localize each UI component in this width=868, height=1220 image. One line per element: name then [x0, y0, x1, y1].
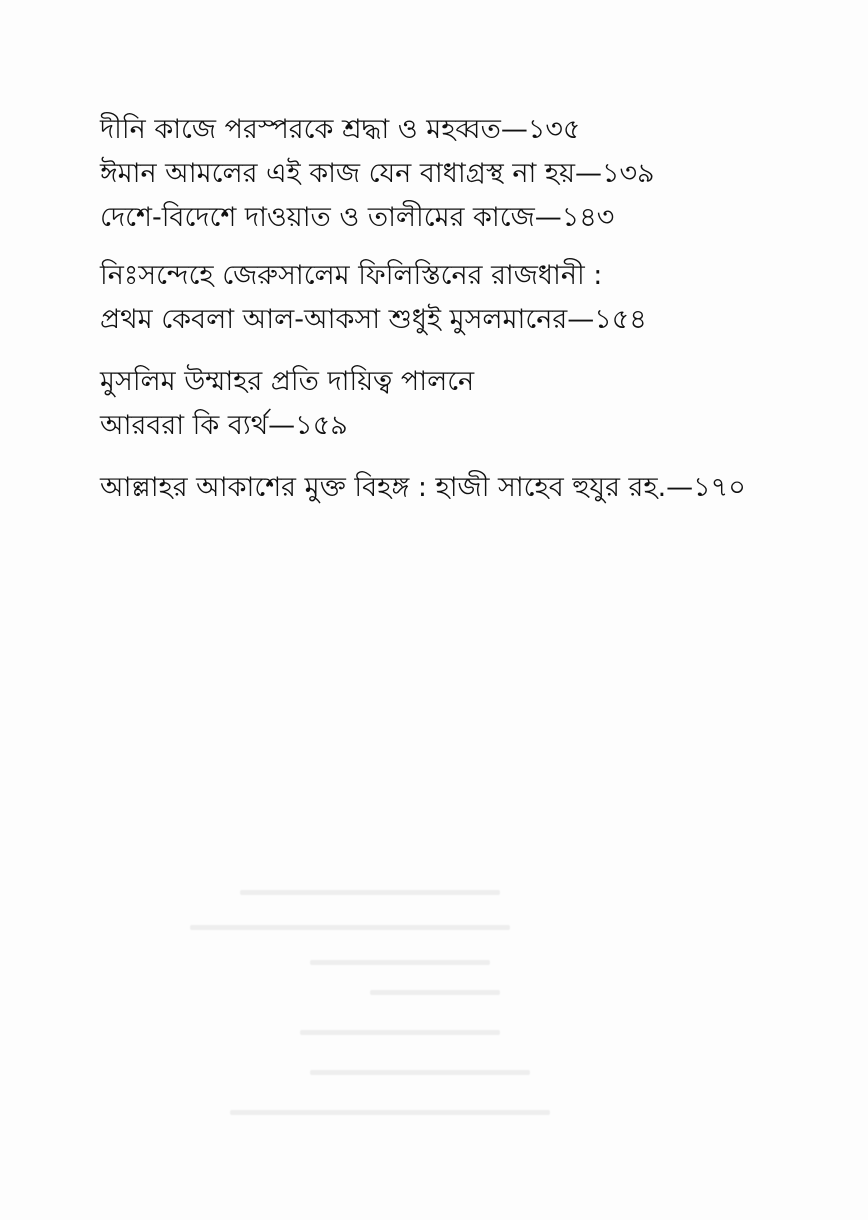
entry-spacer [100, 342, 800, 360]
toc-entry-line: নিঃসন্দেহে জেরুসালেম ফিলিস্তিনের রাজধানী : [100, 260, 603, 291]
toc-entry-line: প্রথম কেবলা আল-আকসা শুধুই মুসলমানের—১৫৪ [100, 304, 647, 335]
toc-entry [100, 196, 800, 240]
toc-entry-line: আরবরা কি ব্যর্থ—১৫৯ [100, 410, 348, 441]
entry-spacer [100, 240, 800, 254]
toc-entry [100, 152, 800, 196]
toc-entry-line: দেশে-বিদেশে দাওয়াত ও তালীমের কাজে—১৪৩ [100, 202, 615, 233]
toc-entry [100, 360, 800, 448]
toc-entry-line: ঈমান আমলের এই কাজ যেন বাধাগ্রস্থ না হয়—১৩৯ [100, 158, 655, 189]
bleed-through-marks [170, 880, 630, 1180]
entry-spacer [100, 448, 800, 466]
table-of-contents [100, 108, 800, 510]
reverse-side-bleed-through [170, 880, 630, 1195]
toc-entry [100, 254, 800, 342]
toc-entry-line: মুসলিম উম্মাহর প্রতি দায়িত্ব পালনে [100, 366, 475, 397]
toc-entry [100, 108, 800, 152]
toc-entry [100, 466, 800, 510]
toc-entry-line: দীনি কাজে পরস্পরকে শ্রদ্ধা ও মহব্বত—১৩৫ [100, 114, 581, 145]
toc-entry-line: আল্লাহর আকাশের মুক্ত বিহঙ্গ : হাজী সাহেব হুযুর রহ.—১৭০ [100, 472, 746, 503]
